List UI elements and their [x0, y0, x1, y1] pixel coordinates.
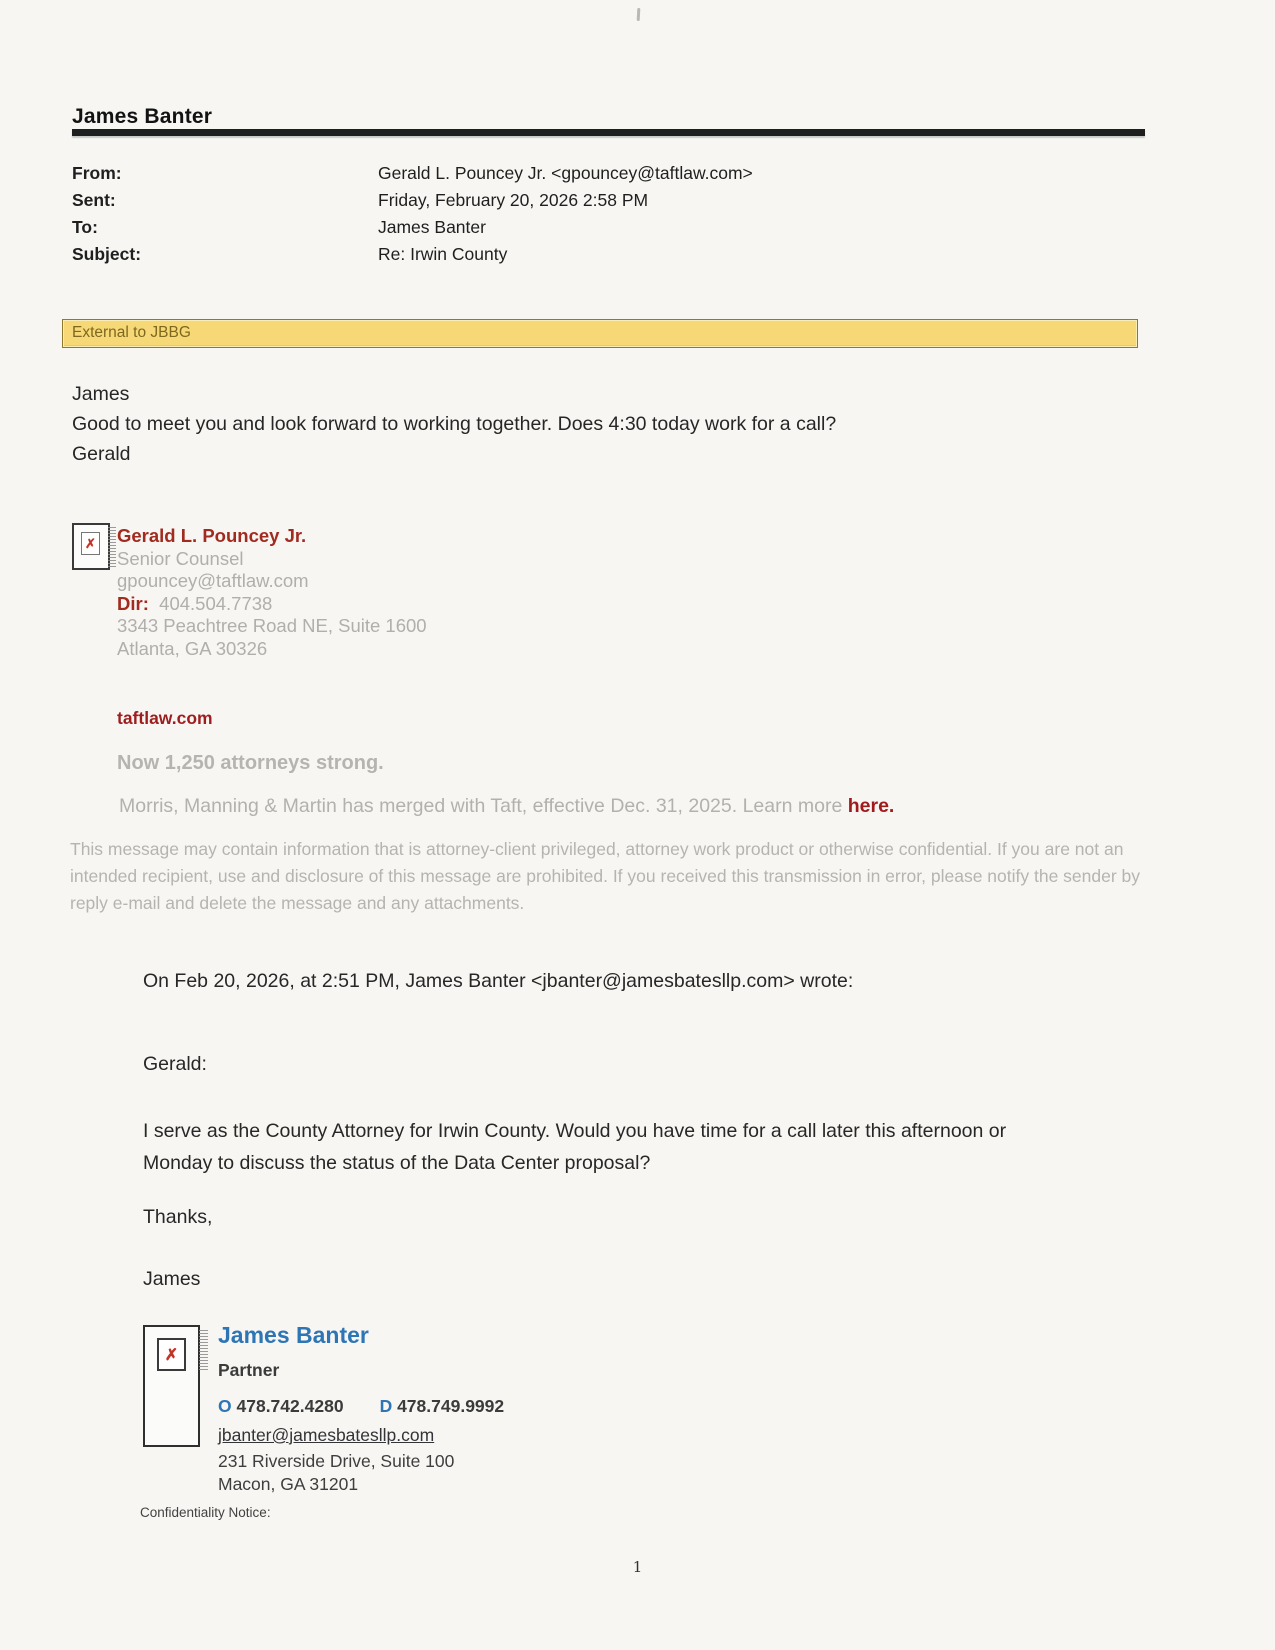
subject-label: Subject:: [72, 244, 142, 264]
james-banter-name: James Banter: [218, 1322, 369, 1348]
printout-owner-title: James Banter: [72, 105, 213, 128]
confidentiality-disclaimer: This message may contain information that is attorney-client privileged, attorney work product or otherwise confidential. If you are not an intended recipient, use and disclosure of this message are prohibited. If you received this transmission in error, please notify the sender by reply e-mail and delete the message and any attachments.: [70, 839, 1141, 913]
broken-image-icon-tall: [143, 1325, 200, 1447]
dir-phone: 404.504.7738: [159, 592, 273, 614]
message-greeting: James: [72, 383, 130, 405]
from-label: From:: [72, 163, 122, 183]
quoted-closing: Thanks,: [143, 1206, 213, 1228]
quoted-salutation: Gerald:: [143, 1053, 207, 1075]
message-signoff: Gerald: [72, 443, 131, 465]
office-phone-group: [218, 1396, 344, 1416]
merger-text: Morris, Manning & Martin has merged with Taft, effective Dec. 31, 2025. Learn more: [119, 795, 848, 817]
quoted-body: I serve as the County Attorney for Irwin County. Would you have time for a call later this afternoon or Monday to discuss the status of the Data Center proposal?: [143, 1120, 1007, 1174]
james-banter-title: Partner: [218, 1360, 280, 1380]
page-number: 1: [632, 1558, 643, 1576]
taftlaw-website-link[interactable]: taftlaw.com: [117, 708, 213, 728]
message-body: [72, 379, 836, 469]
sender-address-line1: 3343 Peachtree Road NE, Suite 1600: [117, 615, 427, 637]
broken-image-icon: [72, 523, 110, 570]
quoted-attribution: On Feb 20, 2026, at 2:51 PM, James Banter <jbanter@jamesbatesllp.com> wrote:: [143, 970, 854, 992]
header-row-to: [72, 214, 753, 241]
office-phone: 478.742.4280: [236, 1396, 344, 1416]
sender-direct-phone-row: [117, 593, 427, 616]
external-warning-text: External to JBBG: [72, 324, 191, 341]
external-warning-banner: [62, 319, 1138, 348]
quoted-signoff: James: [143, 1268, 201, 1290]
sent-value: Friday, February 20, 2026 2:58 PM: [378, 190, 649, 210]
here-link[interactable]: here.: [847, 795, 895, 817]
direct-phone: 478.749.9992: [397, 1396, 505, 1416]
sent-label: Sent:: [72, 190, 116, 210]
confidentiality-notice-label: Confidentiality Notice:: [140, 1505, 271, 1520]
scan-artifact-mark: [637, 8, 641, 21]
direct-phone-group: [380, 1396, 505, 1416]
sender-title: Senior Counsel: [117, 547, 244, 569]
gerald-signature-block: [117, 525, 427, 661]
direct-label: D: [379, 1396, 393, 1416]
james-phone-row: [218, 1396, 504, 1417]
from-value: Gerald L. Pouncey Jr. <gpouncey@taftlaw.com>: [378, 163, 753, 183]
header-row-sent: [72, 187, 753, 214]
header-divider: [72, 129, 1145, 136]
red-x-icon: ✗: [157, 1338, 186, 1371]
james-email-link[interactable]: jbanter@jamesbatesllp.com: [218, 1425, 435, 1445]
james-address-line1: 231 Riverside Drive, Suite 100: [218, 1451, 455, 1471]
message-text: Good to meet you and look forward to working together. Does 4:30 today work for a call?: [72, 413, 837, 435]
sender-address-line2: Atlanta, GA 30326: [117, 637, 268, 659]
to-label: To:: [72, 217, 98, 237]
james-address-line2: Macon, GA 31201: [218, 1474, 359, 1494]
merger-notice: [119, 795, 894, 818]
subject-value: Re: Irwin County: [378, 244, 508, 264]
to-value: James Banter: [378, 217, 486, 237]
email-header-fields: [72, 160, 753, 268]
firm-tagline: Now 1,250 attorneys strong.: [117, 752, 384, 774]
sender-email: gpouncey@taftlaw.com: [117, 570, 309, 592]
red-x-icon: ✗: [81, 532, 100, 555]
sender-name: Gerald L. Pouncey Jr.: [117, 525, 307, 546]
dir-label: Dir:: [117, 592, 149, 614]
alt-text-stripes-icon: [108, 527, 116, 567]
office-label: O: [218, 1396, 232, 1416]
alt-text-stripes-icon: [199, 1330, 208, 1372]
header-row-from: [72, 160, 753, 187]
header-row-subject: [72, 241, 753, 268]
